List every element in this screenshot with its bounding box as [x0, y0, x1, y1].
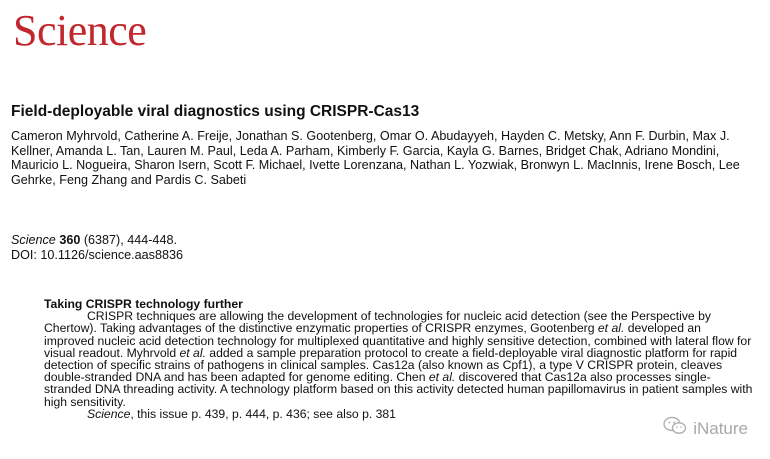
summary-text-1: CRISPR techniques are allowing the development of technologies for nucleic acid detection (see the Perspective by Chertow). Taking advantages of the distinctive enzymatic properties of CRISPR enzymes, Gootenberg — [44, 309, 711, 336]
et-al-1: et al. — [597, 321, 625, 336]
watermark-text: iNature — [693, 418, 748, 438]
citation-block — [11, 233, 183, 262]
summary-body — [44, 310, 754, 420]
summary-paragraph — [44, 310, 754, 408]
reference-pages: , this issue p. 439, p. 444, p. 436; see also p. 381 — [130, 406, 396, 421]
journal-logo: Science — [13, 6, 147, 55]
et-al-2: et al. — [179, 345, 206, 360]
summary-text-4: discovered that Cas12a also processes single-stranded DNA threading activity. A technology platform based on this activity detected human papillomavirus in patient samples with high sensitivity. — [44, 370, 753, 409]
article-title: Field-deployable viral diagnostics using CRISPR-Cas13 — [11, 103, 420, 120]
citation-line — [11, 233, 183, 248]
citation-issue-pages: (6387), 444-448. — [80, 233, 177, 247]
author-list: Cameron Myhrvold, Catherine A. Freije, Jonathan S. Gootenberg, Omar O. Abudayyeh, Hayden C. Metsky, Ann F. Durbin, Max J. Kellner, Amanda L. Tan, Lauren M. Paul, Leda A. Parham, Kimberly F. Garcia, Kayla G. Barnes, Bridget Chak, Adriano Mondini, Mauricio L. Nogueira, Sharon Isern, Scott F. Michael, Ivette Lorenzana, Nathan L. Yozwiak, Bronwyn L. MacInnis, Irene Bosch, Lee Gehrke, Feng Zhang and Pardis C. Sabeti — [11, 129, 740, 187]
et-al-3: et al. — [428, 370, 456, 385]
summary-heading: Taking CRISPR technology further — [44, 297, 243, 311]
citation-journal: Science — [11, 233, 56, 247]
reference-journal: Science — [87, 406, 131, 421]
watermark — [663, 416, 748, 441]
summary-text-3: added a sample preparation protocol to create a field-deployable viral diagnostic platform for rapid detection of specific strains of pathogens in clinical samples. Cas12a (also known as Cpf1), a type V CRISPR protein, cleaves double-stranded DNA and has been adapted for genome editing. Chen — [44, 345, 738, 385]
summary-reference — [44, 408, 754, 420]
citation-volume: 360 — [59, 233, 81, 247]
wechat-icon — [663, 416, 687, 441]
editor-summary — [44, 298, 754, 420]
summary-text-2: developed an improved nucleic acid detection technology for multiplexed quantitative and highly sensitive detection, combined with lateral flow for visual readout. Myhrvold — [44, 321, 752, 360]
citation-doi: DOI: 10.1126/science.aas8836 — [11, 247, 183, 262]
